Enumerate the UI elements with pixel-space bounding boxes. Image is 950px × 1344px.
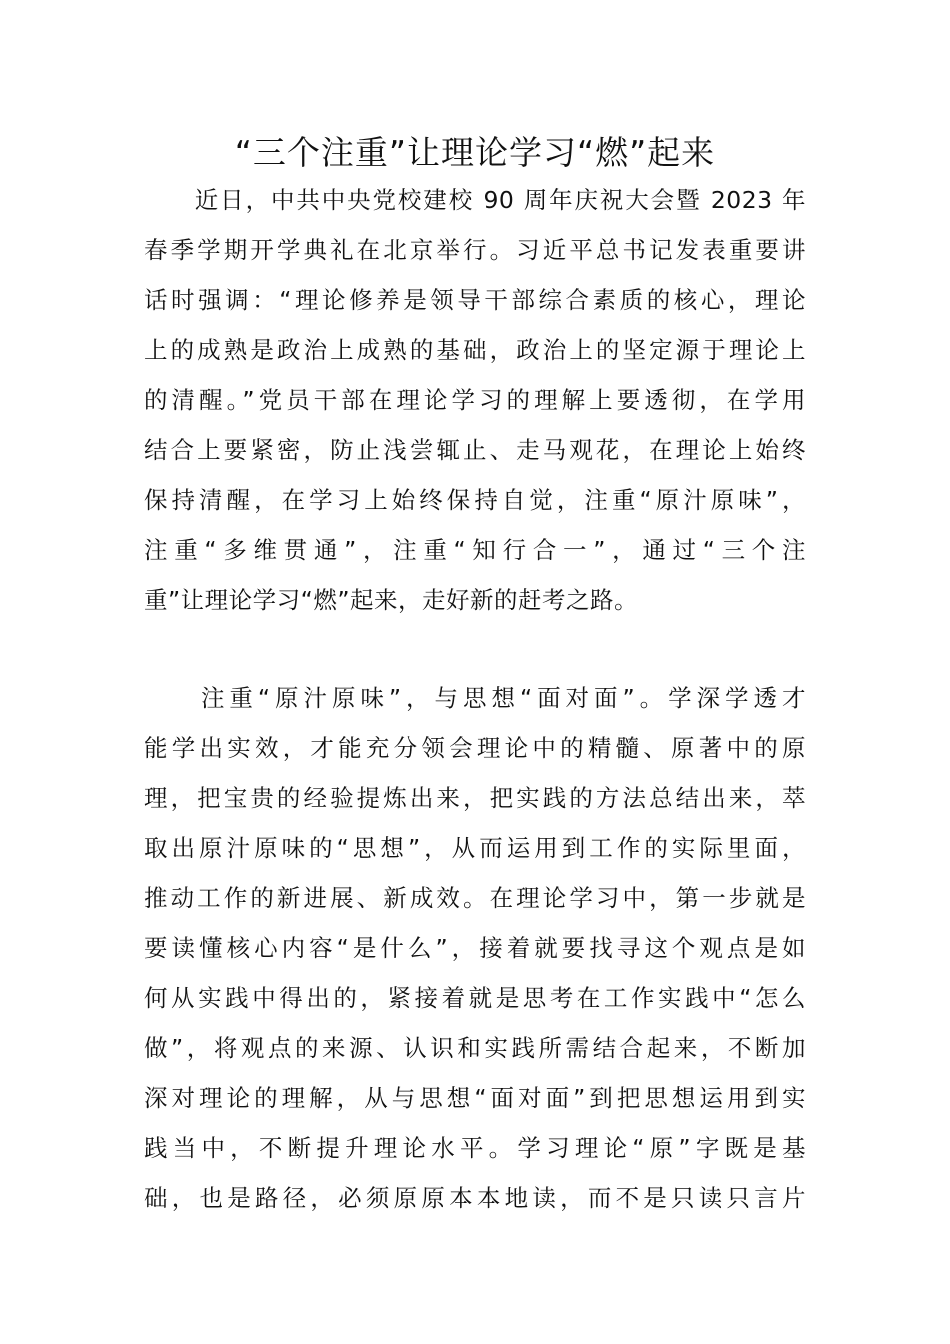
text-line: 推动工作的新进展、新成效。在理论学习中，第一步就是 — [144, 884, 806, 912]
text-line: 注重“多维贯通”，注重“知行合一”，通过“三个注 — [144, 536, 806, 564]
text-line: 础，也是路径，必须原原本本地读，而不是只读只言片 — [144, 1184, 806, 1212]
text-line: 的清醒。”党员干部在理论学习的理解上要透彻，在学用 — [144, 386, 806, 414]
text-line: 践当中，不断提升理论水平。学习理论“原”字既是基 — [144, 1134, 806, 1162]
text-line: 能学出实效，才能充分领会理论中的精髓、原著中的原 — [144, 734, 806, 762]
paragraph-intro — [144, 175, 806, 625]
text-line: 重”让理论学习“燃”起来，走好新的赶考之路。 — [144, 586, 639, 614]
text-line: 结合上要紧密，防止浅尝辄止、走马观花，在理论上始终 — [144, 436, 806, 464]
document-title: “三个注重”让理论学习“燃”起来 — [234, 133, 716, 172]
text-line: 理，把宝贵的经验提炼出来，把实践的方法总结出来，萃 — [144, 784, 806, 812]
text-line: 上的成熟是政治上成熟的基础，政治上的坚定源于理论上 — [144, 336, 806, 364]
text-line: 近日，中共中央党校建校 90 周年庆祝大会暨 2023 年 — [144, 186, 806, 214]
text-line: 取出原汁原味的“思想”，从而运用到工作的实际里面， — [144, 834, 806, 862]
text-line: 保持清醒，在学习上始终保持自觉，注重“原汁原味”， — [144, 486, 806, 514]
paragraph-section-1 — [144, 673, 806, 1223]
text-line: 注重“原汁原味”，与思想“面对面”。学深学透才 — [144, 684, 806, 712]
text-line: 春季学期开学典礼在北京举行。习近平总书记发表重要讲 — [144, 236, 806, 264]
text-line: 做”，将观点的来源、认识和实践所需结合起来，不断加 — [144, 1034, 806, 1062]
text-line: 深对理论的理解，从与思想“面对面”到把思想运用到实 — [144, 1084, 806, 1112]
text-line: 话时强调：“理论修养是领导干部综合素质的核心，理论 — [144, 286, 806, 314]
text-line: 何从实践中得出的，紧接着就是思考在工作实践中“怎么 — [144, 984, 806, 1012]
text-line: 要读懂核心内容“是什么”，接着就要找寻这个观点是如 — [144, 934, 806, 962]
